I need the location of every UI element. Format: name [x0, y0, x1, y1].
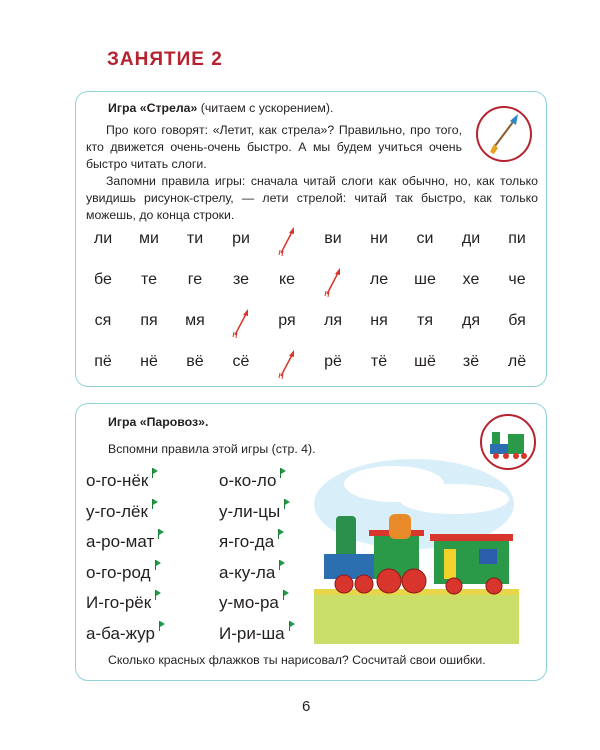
syllable: че — [508, 271, 526, 288]
train-game-title: Игра «Паровоз». — [108, 415, 209, 429]
syllable: си — [416, 230, 434, 247]
green-flag-icon — [158, 529, 165, 539]
train-game-panel — [75, 403, 547, 681]
arrow-game-intro: Про кого говорят: «Летит, как стрела»? Правильно, про того, кто движется очень-очень быстро. А мы будем учиться очень быстро читать слоги. — [86, 123, 462, 171]
syllable: пи — [508, 230, 526, 247]
syllable: ке — [278, 271, 296, 288]
word-text: а-ро-мат — [86, 532, 155, 551]
page-number: 6 — [302, 698, 311, 715]
arrow-game-title: Игра «Стрела» — [108, 101, 198, 115]
green-flag-icon — [155, 560, 162, 570]
train-game-footer: Сколько красных флажков ты нарисовал? Сосчитай свои ошибки. — [108, 653, 486, 667]
word-text: И-го-рёк — [86, 593, 152, 612]
word-text: а-ку-ла — [219, 562, 276, 582]
word-text: о-ко-ло — [219, 471, 277, 490]
arrow-game-panel — [75, 91, 547, 387]
syllable: рё — [324, 353, 342, 370]
syllable: ни — [370, 230, 388, 247]
syllable-word — [219, 499, 291, 522]
syllable-word — [86, 529, 165, 552]
syllable: ге — [187, 271, 203, 288]
train-game-instruction: Вспомни правила этой игры (стр. 4). — [108, 442, 316, 456]
syllable: мя — [185, 312, 205, 329]
green-flag-icon — [278, 529, 285, 539]
syllable: ня — [370, 312, 388, 329]
syllable: ше — [414, 271, 436, 288]
syllable: зё — [462, 353, 480, 370]
arrow-game-heading — [108, 100, 333, 117]
syllable: бе — [94, 271, 112, 288]
syllable: зе — [232, 271, 250, 288]
syllable: хе — [462, 271, 480, 288]
lesson-title: ЗАНЯТИЕ 2 — [107, 49, 223, 70]
syllable: те — [140, 271, 158, 288]
syllable: ли — [93, 230, 113, 247]
syllable: ви — [324, 230, 342, 247]
word-text: И-ри-ша — [219, 623, 285, 643]
arrow-game-subtitle: (читаем с ускорением). — [197, 101, 334, 115]
syllable: ди — [461, 230, 481, 247]
syllable: ми — [139, 230, 159, 247]
green-flag-icon — [284, 499, 291, 509]
word-text: а-ба-жур — [86, 623, 155, 643]
syllable: ле — [369, 271, 389, 288]
green-flag-icon — [159, 621, 166, 631]
green-flag-icon — [280, 468, 287, 478]
speed-arrow-icon — [267, 226, 307, 260]
syllable: вё — [186, 353, 204, 370]
train-illustration — [314, 444, 519, 644]
word-text: у-го-лёк — [86, 501, 148, 521]
syllable-word — [86, 621, 166, 644]
syllable-word — [86, 499, 159, 522]
arrow-game-rules: Запомни правила игры: сначала читай слоги как обычно, но, как только увидишь рисунок-стрелу, — лети стрелой: читай так быстро, как только можешь, до конца строки. — [86, 174, 538, 222]
speed-arrow-icon — [267, 349, 307, 383]
syllable-word — [219, 621, 296, 644]
word-text: у-мо-ра — [219, 593, 279, 612]
syllable: бя — [508, 312, 526, 329]
syllable-word — [86, 468, 159, 491]
word-text: о-го-род — [86, 562, 151, 582]
syllable-word — [86, 590, 162, 613]
green-flag-icon — [279, 560, 286, 570]
syllable: шё — [414, 353, 436, 370]
green-flag-icon — [155, 590, 162, 600]
syllable: дя — [462, 312, 480, 329]
syllable: ря — [278, 312, 296, 329]
syllable: ля — [324, 312, 342, 329]
syllable-word — [219, 590, 290, 613]
green-flag-icon — [152, 468, 159, 478]
syllable-word — [86, 560, 162, 583]
syllable: нё — [140, 353, 158, 370]
syllable: пё — [94, 353, 112, 370]
word-text: о-го-нёк — [86, 471, 149, 490]
syllable: сё — [232, 353, 250, 370]
word-text: у-ли-цы — [219, 501, 281, 521]
syllable-word — [219, 560, 286, 583]
syllable: ти — [186, 230, 204, 247]
syllable-word — [219, 468, 287, 491]
green-flag-icon — [283, 590, 290, 600]
syllable: тё — [370, 353, 388, 370]
word-text: я-го-да — [219, 532, 275, 551]
speed-arrow-icon — [313, 267, 353, 301]
syllable: лё — [507, 353, 527, 370]
speed-arrow-icon — [221, 308, 261, 342]
green-flag-icon — [289, 621, 296, 631]
syllable: ся — [94, 312, 112, 329]
train-badge-icon — [478, 412, 538, 472]
green-flag-icon — [152, 499, 159, 509]
arrow-badge-icon — [474, 104, 534, 164]
syllable: тя — [417, 312, 433, 329]
syllable: пя — [140, 312, 158, 329]
syllable-word — [219, 529, 285, 552]
syllable: ри — [232, 230, 250, 247]
